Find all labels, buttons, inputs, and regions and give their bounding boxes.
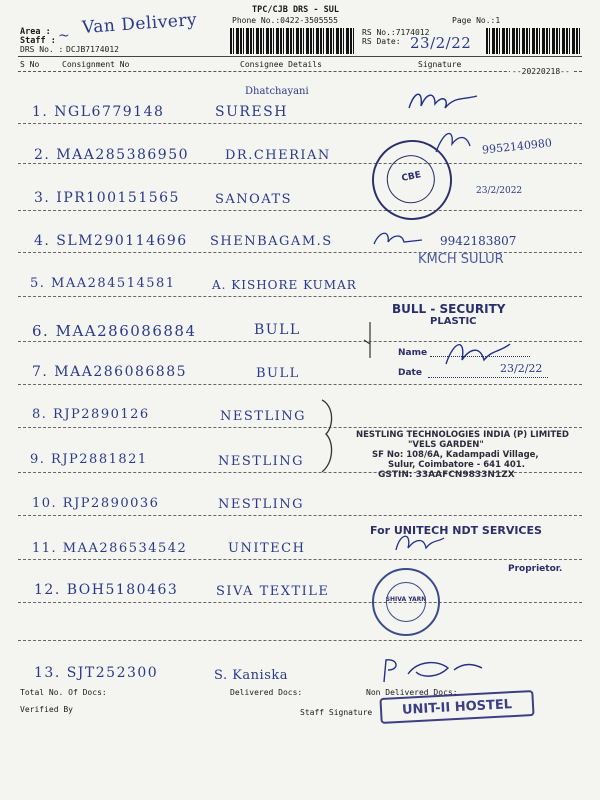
drs-value: DCJB7174012 [66, 45, 119, 54]
kmch-stamp: KMCH SULUR [418, 252, 504, 267]
shiva-round-stamp [372, 568, 440, 636]
row-10-entry: 10. RJP2890036 [32, 496, 160, 511]
non-delivered-label: Non Delivered Docs: [366, 688, 458, 697]
col-consignee: Consignee Details [240, 60, 322, 69]
row-1-note: Dhatchayani [245, 86, 309, 97]
staff-label: Staff : [20, 36, 56, 46]
nestling-line-2: "VELS GARDEN" [408, 440, 484, 450]
col-signature: Signature [418, 60, 462, 69]
area-value: Van Delivery [81, 10, 198, 38]
barcode-right [486, 28, 582, 54]
phone-number: Phone No.:0422-3505555 [232, 16, 338, 25]
row-3-entry: 3. IPR100151565 [34, 190, 180, 206]
row-12-entry: 12. BOH5180463 [34, 582, 179, 598]
bull-date-line [428, 377, 548, 378]
area-label: Area : [20, 27, 51, 37]
staff-signature-label: Staff Signature [300, 708, 373, 717]
delivered-docs-label: Delivered Docs: [230, 688, 303, 697]
signature-scribble [378, 654, 488, 688]
page-title: TPC/CJB DRS - SUL [252, 5, 339, 15]
row-6-entry: 6. MAA286086884 [32, 322, 197, 340]
bull-name-label: Name [398, 348, 428, 358]
nestling-company-stamp [356, 430, 592, 480]
bull-date-label: Date [398, 368, 422, 378]
row-12-consignee: SIVA TEXTILE [216, 584, 330, 599]
rs-date-label: RS Date: [362, 37, 401, 46]
row-4-entry: 4. SLM290114696 [34, 233, 188, 249]
row-8-consignee: NESTLING [220, 409, 306, 424]
signature-scribble [370, 226, 430, 252]
row-4-consignee: SHENBAGAM.S [210, 234, 333, 249]
nestling-line-1: NESTLING TECHNOLOGIES INDIA (P) LIMITED [356, 430, 569, 440]
row-divider [18, 559, 582, 560]
row-4-note: 9942183807 [440, 234, 517, 248]
row-6-consignee: BULL [254, 322, 301, 338]
row-13-consignee: S. Kaniska [214, 668, 288, 683]
unit-hostel-text: UNIT-II HOSTEL [401, 697, 513, 718]
row-7-consignee: BULL [256, 366, 300, 381]
row-divider [18, 515, 582, 516]
row-2-entry: 2. MAA285386950 [34, 147, 190, 163]
signature-scribble [405, 86, 485, 116]
row-divider [18, 640, 582, 641]
bull-security-stamp [392, 302, 532, 327]
row-9-consignee: NESTLING [218, 454, 304, 469]
bracket-mark [360, 320, 376, 360]
row-1-consignee: SURESH [215, 104, 288, 120]
columns-rule [18, 71, 582, 72]
rs-date-value: 23/2/22 [410, 34, 472, 52]
row-2-note: 9952140980 [481, 136, 553, 157]
bull-stamp-sub: PLASTIC [430, 316, 477, 327]
row-2-consignee: DR.CHERIAN [225, 148, 331, 163]
unitech-proprietor: Proprietor. [508, 564, 563, 574]
row-9-entry: 9. RJP2881821 [30, 452, 148, 467]
drs-label: DRS No. : [20, 45, 64, 54]
col-consignment: Consignment No [62, 60, 130, 69]
row-8-entry: 8. RJP2890126 [32, 407, 150, 422]
nestling-line-4: Sulur, Coimbatore - 641 401. [388, 460, 525, 470]
row-divider [18, 123, 582, 124]
run-id: --20220218-- [512, 67, 570, 76]
barcode-left [230, 28, 356, 54]
row-3-consignee: SANOATS [215, 192, 293, 207]
row-3-note: 23/2/2022 [476, 186, 523, 196]
total-docs-label: Total No. Of Docs: [20, 688, 107, 697]
row-divider [18, 427, 582, 428]
row-7-entry: 7. MAA286086885 [32, 364, 188, 380]
bull-name-line [430, 356, 530, 357]
row-divider [18, 384, 582, 385]
shiva-stamp-text: SHIVA YARN [385, 596, 427, 603]
row-10-consignee: NESTLING [218, 497, 304, 512]
bracket-mark [318, 396, 342, 476]
nestling-line-5: GSTIN: 33AAFCN9833N1ZX [378, 470, 515, 480]
nestling-line-3: SF No: 108/6A, Kadampadi Village, [372, 450, 539, 460]
rs-number: RS No.:7174012 [362, 28, 430, 37]
col-sno: S No [20, 60, 40, 69]
row-5-entry: 5. MAA284514581 [30, 276, 176, 291]
header-rule [18, 56, 582, 57]
row-11-consignee: UNITECH [228, 541, 306, 556]
row-divider [18, 602, 582, 603]
row-13-entry: 13. SJT252300 [34, 665, 159, 681]
row-divider [18, 296, 582, 297]
row-11-entry: 11. MAA286534542 [32, 541, 188, 556]
row-5-consignee: A. KISHORE KUMAR [212, 278, 357, 292]
row-divider [18, 163, 582, 164]
staff-value: ~ [58, 28, 72, 44]
cbe-stamp-text: CBE [400, 170, 423, 184]
bull-date-value: 23/2/22 [500, 362, 543, 375]
unitech-stamp: For UNITECH NDT SERVICES [370, 524, 542, 537]
bull-stamp-title: BULL - SECURITY [392, 302, 506, 316]
row-divider [18, 210, 582, 211]
row-1-entry: 1. NGL6779148 [32, 104, 165, 120]
verified-by-label: Verified By [20, 705, 73, 714]
page-number: Page No.:1 [452, 16, 501, 25]
